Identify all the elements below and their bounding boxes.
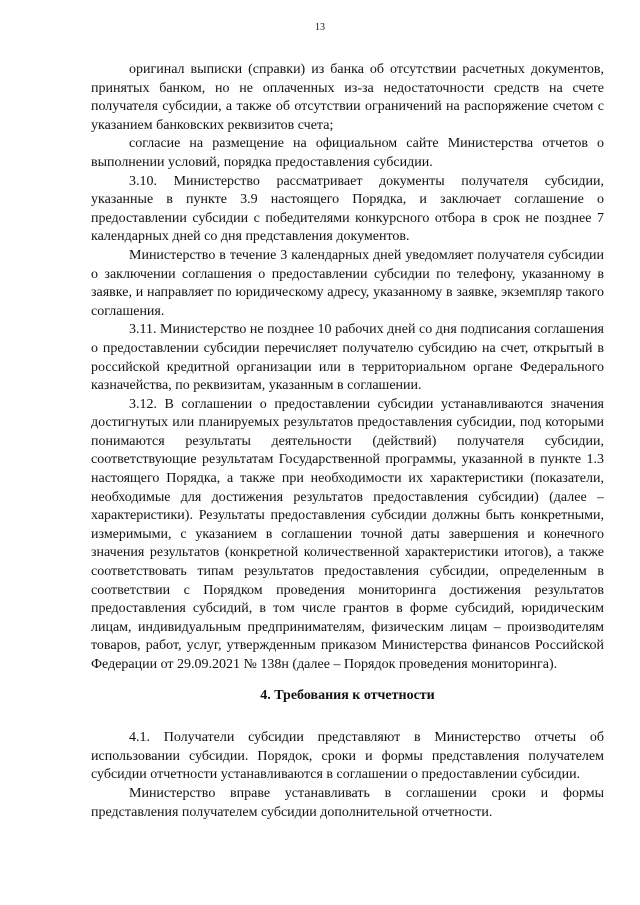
page-number: 13 bbox=[315, 22, 325, 33]
document-body bbox=[91, 61, 604, 822]
paragraph-3-10: 3.10. Министерство рассматривает документы получателя субсидии, указанные в пункте 3.9 настоящего Порядка, и заключает соглашение о предоставлении субсидии с победителями конкурсного отбора в срок не позднее 7 календарных дней со дня представления документов. bbox=[91, 173, 604, 245]
paragraph-consent: согласие на размещение на официальном сайте Министерства отчетов о выполнении условий, порядка предоставления субсидии. bbox=[91, 136, 604, 170]
paragraph-3-12: 3.12. В соглашении о предоставлении субсидии устанавливаются значения достигнутых или планируемых результатов предоставления субсидии, под которыми понимаются результаты деятельности (действий) получателя субсидии, соответствующие результатам Государственной программы, указанной в пункте 1.3 настоящего Порядка, а также при необходимости их характеристики (показатели, необходимые для достижения результатов предоставления субсидии) (далее – характеристики). Результаты предоставления субсидии должны быть конкретными, измеримыми, с указанием в соглашении точной даты завершения и конечного значения результатов (конкретной количественной характеристики итогов), а также соответствовать типам результатов предоставления субсидии, определенным в соответствии с Порядком проведения мониторинга достижения результатов предоставления субсидий, в том числе грантов в форме субсидий, юридическим лицам, индивидуальным предпринимателям, физическим лицам – производителям товаров, работ, услуг, утвержденным приказом Министерства финансов Российской Федерации от 29.09.2021 № 138н (далее – Порядок проведения мониторинга). bbox=[91, 396, 604, 672]
paragraph-3-11: 3.11. Министерство не позднее 10 рабочих дней со дня подписания соглашения о предоставлении субсидии перечисляет получателю субсидию на счет, открытый в российской кредитной организации или в территориальном органе Федерального казначейства, по реквизитам, указанным в соглашении. bbox=[91, 322, 604, 394]
paragraph-bank-statement: оригинал выписки (справки) из банка об отсутствии расчетных документов, принятых банком, но не оплаченных из-за недостаточности средств на счете получателя субсидии, а также об отсутствии ограничений на распоряжение счетом с указанием банковских реквизитов счета; bbox=[91, 62, 604, 133]
paragraph-additional-reporting: Министерство вправе устанавливать в соглашении сроки и формы представления получателем субсидии дополнительной отчетности. bbox=[91, 785, 604, 820]
paragraph-4-1: 4.1. Получатели субсидии представляют в Министерство отчеты об использовании субсидии. Порядок, сроки и формы представления получателем субсидии отчетности устанавливаются в соглашении о предоставлении субсидии. bbox=[91, 730, 604, 783]
paragraph-notification: Министерство в течение 3 календарных дней уведомляет получателя субсидии о заключении соглашения о предоставлении субсидии по телефону, указанному в заявке, и направляет по юридическому адресу, указанному в заявке, экземпляр такого соглашения. bbox=[91, 247, 604, 319]
section-title: 4. Требования к отчетности bbox=[260, 687, 435, 703]
section-body bbox=[91, 729, 604, 822]
